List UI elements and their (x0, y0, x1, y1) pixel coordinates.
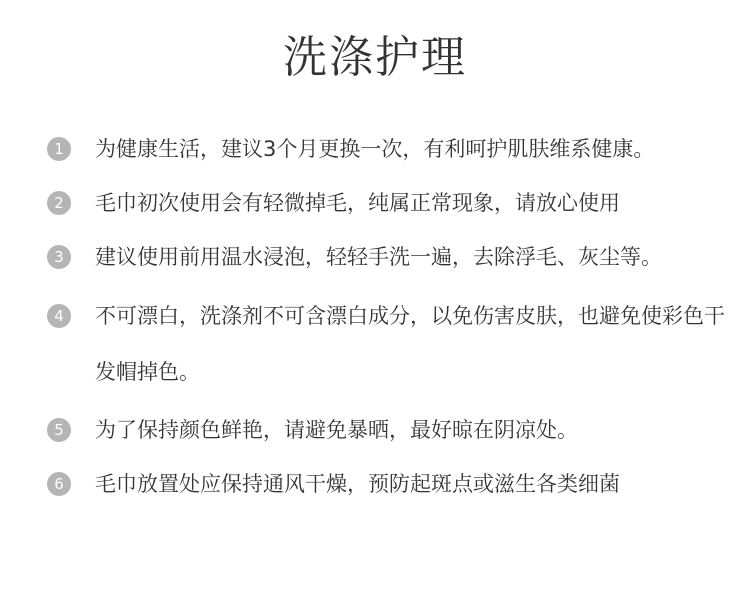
number-badge-icon: 5 (47, 418, 71, 442)
number-badge-icon: 4 (47, 304, 71, 328)
care-tip-1 (47, 126, 737, 173)
care-tip-text: 不可漂白，洗涤剂不可含漂白成分，以免伤害皮肤，也避免使彩色干发帽掉色。 (95, 304, 725, 384)
care-tip-text: 毛巾初次使用会有轻微掉毛，纯属正常现象，请放心使用 (95, 191, 620, 215)
care-tip-3 (47, 234, 737, 281)
care-tip-6 (47, 461, 737, 508)
care-tip-4 (47, 288, 737, 400)
number-badge-icon: 6 (47, 472, 71, 496)
number-badge-icon: 3 (47, 245, 71, 269)
care-tip-text: 毛巾放置处应保持通风干燥，预防起斑点或滋生各类细菌 (95, 472, 620, 496)
care-tips-list (47, 126, 737, 515)
care-tip-text: 为了保持颜色鲜艳，请避免暴晒，最好晾在阴凉处。 (95, 418, 578, 442)
number-badge-icon: 1 (47, 137, 71, 161)
care-tip-text: 为健康生活，建议3个月更换一次，有利呵护肌肤维系健康。 (95, 137, 655, 161)
page-title: 洗涤护理 (283, 32, 467, 83)
care-tip-text: 建议使用前用温水浸泡，轻轻手洗一遍，去除浮毛、灰尘等。 (95, 245, 662, 269)
care-tip-5 (47, 407, 737, 454)
care-tip-2 (47, 180, 737, 227)
number-badge-icon: 2 (47, 191, 71, 215)
